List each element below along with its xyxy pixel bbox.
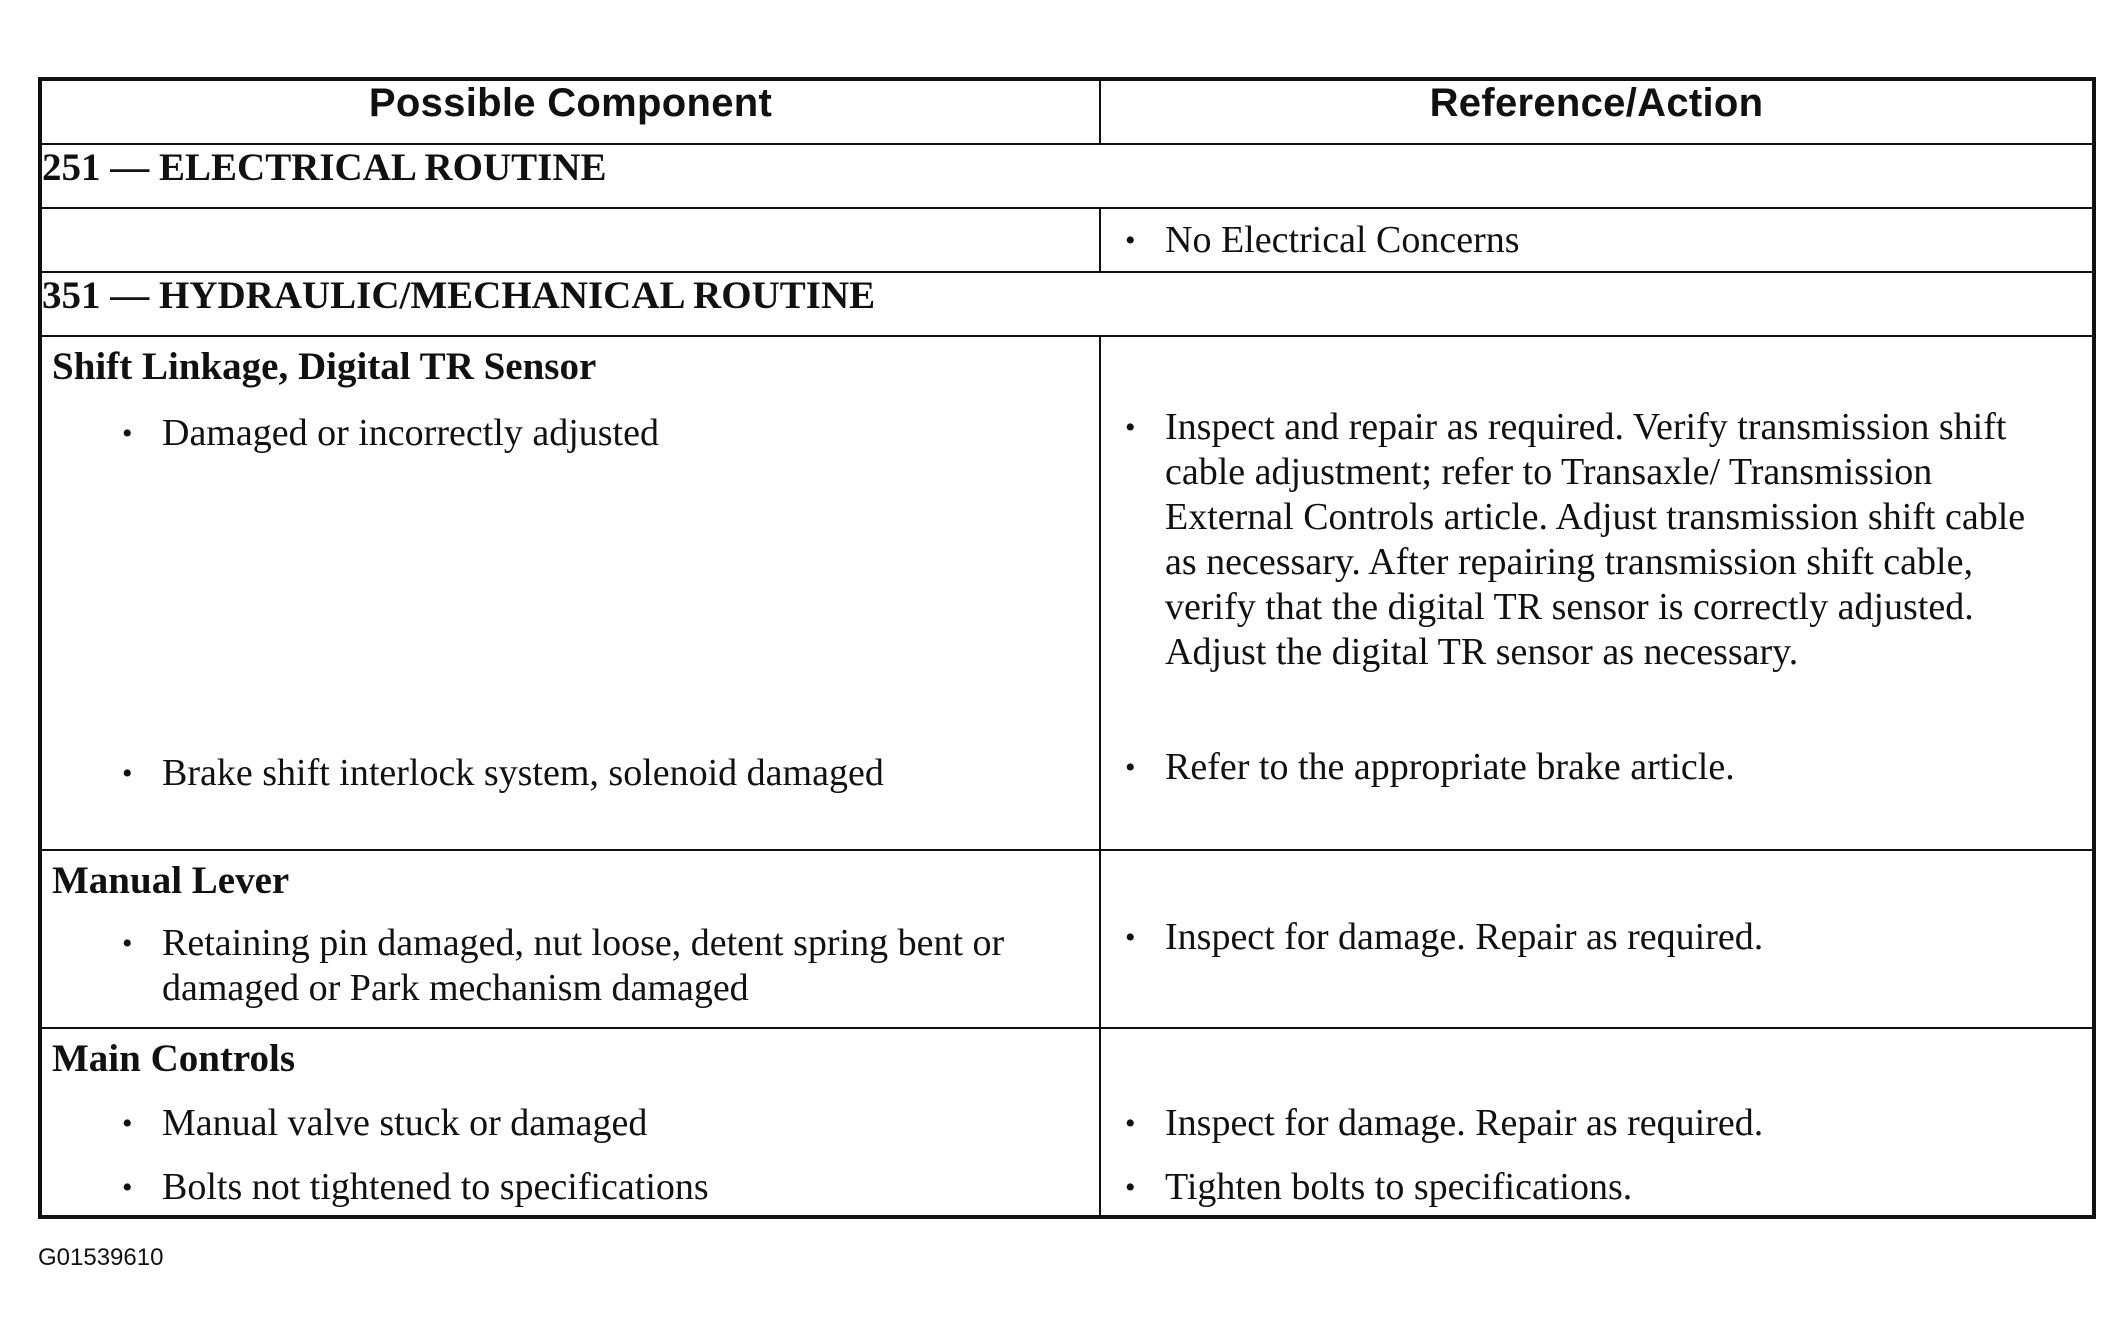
component-text: Retaining pin damaged, nut loose, detent spring bent or damaged or Park mechanism damaged	[162, 922, 1005, 1009]
group-title-manual-lever: Manual Lever	[52, 859, 290, 902]
bullet-icon: •	[122, 417, 133, 450]
action-cell	[1100, 336, 2094, 850]
component-cell	[40, 1028, 1100, 1217]
routine-title-hydraulic-mechanical: 351 — HYDRAULIC/MECHANICAL ROUTINE	[40, 272, 2094, 336]
list-item	[1101, 915, 2092, 960]
routine-row-electrical	[40, 144, 2094, 208]
list-item	[1101, 1101, 2092, 1165]
action-text: Inspect for damage. Repair as required.	[1165, 1102, 1764, 1144]
group-row-main-controls	[40, 1028, 2094, 1217]
bullet-icon: •	[1125, 1107, 1136, 1140]
action-text: No Electrical Concerns	[1165, 218, 1520, 261]
bullet-icon: •	[1125, 1171, 1136, 1204]
list-item	[1101, 218, 2092, 263]
diagnosis-table	[38, 77, 2096, 1219]
component-text: Manual valve stuck or damaged	[162, 1102, 648, 1144]
list-item	[42, 411, 1099, 751]
group-title-main-controls: Main Controls	[52, 1037, 296, 1080]
list-item	[1101, 745, 2092, 790]
group-row-manual-lever	[40, 850, 2094, 1028]
action-text: Inspect for damage. Repair as required.	[1165, 916, 1764, 958]
bullet-icon: •	[122, 927, 133, 960]
action-text: Inspect and repair as required. Verify transmission shift cable adjustment; refer to Transaxle/ Transmission External Controls article. Adjust transmission shift cable as necessary. After repairing transmission shift cable, verify that the digital TR sensor is correctly adjusted. Adjust the digital TR sensor as necessary.	[1165, 406, 2026, 673]
empty-component-cell	[40, 208, 1100, 272]
component-text: Brake shift interlock system, solenoid damaged	[162, 752, 884, 794]
component-text: Bolts not tightened to specifications	[162, 1166, 709, 1208]
list-item	[42, 921, 1099, 1011]
group-row-shift-linkage	[40, 336, 2094, 850]
bullet-icon: •	[122, 757, 133, 790]
table-row	[40, 208, 2094, 272]
routine-title-electrical: 251 — ELECTRICAL ROUTINE	[40, 144, 2094, 208]
table-header-row	[40, 79, 2094, 144]
header-reference-action: Reference/Action	[1100, 79, 2094, 144]
component-cell	[40, 850, 1100, 1028]
list-item	[1101, 405, 2092, 745]
action-cell	[1100, 208, 2094, 272]
list-item	[42, 751, 1099, 796]
bullet-icon: •	[1125, 411, 1136, 444]
list-item	[42, 1165, 1099, 1210]
action-cell	[1100, 850, 2094, 1028]
list-item	[1101, 1165, 2092, 1210]
bullet-icon: •	[1125, 751, 1136, 784]
bullet-icon: •	[1125, 921, 1136, 954]
action-text: Refer to the appropriate brake article.	[1165, 746, 1735, 788]
component-text: Damaged or incorrectly adjusted	[162, 412, 659, 454]
routine-row-hydraulic-mechanical	[40, 272, 2094, 336]
list-item	[42, 1101, 1099, 1165]
header-possible-component: Possible Component	[40, 79, 1100, 144]
figure-id: G01539610	[38, 1244, 164, 1271]
component-cell	[40, 336, 1100, 850]
bullet-icon: •	[122, 1107, 133, 1140]
group-title-shift-linkage: Shift Linkage, Digital TR Sensor	[52, 345, 597, 388]
action-cell	[1100, 1028, 2094, 1217]
action-text: Tighten bolts to specifications.	[1165, 1166, 1633, 1208]
bullet-icon: •	[1125, 223, 1136, 257]
bullet-icon: •	[122, 1171, 133, 1204]
